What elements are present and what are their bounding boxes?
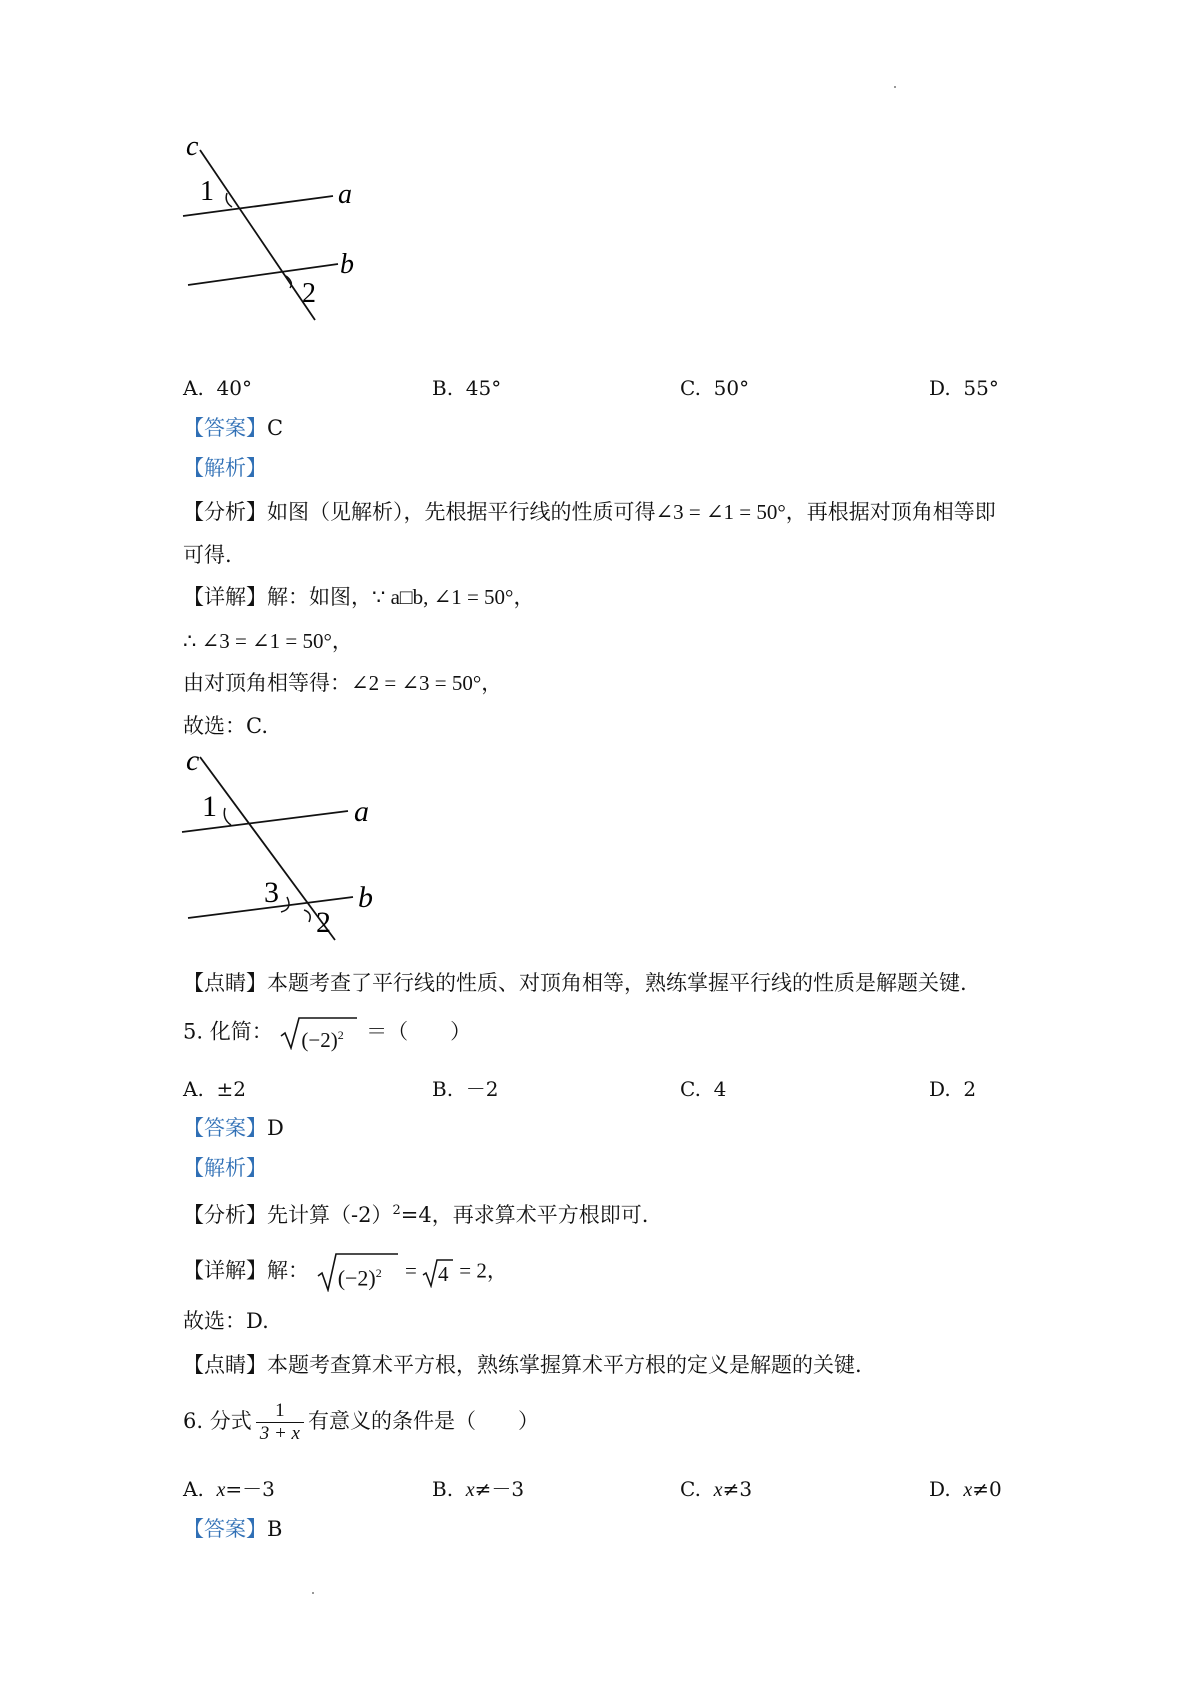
parallel-lines-figure-1 [170, 130, 390, 330]
radicand: (−2) [301, 1028, 338, 1052]
step1-text: ∴ ∠3 = ∠1 = 50°， [183, 629, 353, 653]
stem-text-1: 分式 [209, 1409, 252, 1433]
conclusion-text: 故选：D. [183, 1309, 269, 1333]
q4-fenxi-cont [183, 540, 232, 570]
q4-step1 [183, 626, 353, 656]
fenxi-tag: 【分析】 [183, 1203, 267, 1227]
option-text: ±2 [216, 1077, 247, 1101]
stem-text: 化简： [209, 1019, 273, 1044]
parallel-lines-figure-2 [170, 742, 400, 942]
option-var: x [963, 1479, 973, 1501]
question-number: 6. [183, 1409, 204, 1433]
label-c: c [186, 131, 199, 162]
option-letter: A. [183, 1077, 204, 1101]
fenxi-text-3: 可得. [183, 543, 232, 567]
xiangjie-end: ， [513, 585, 535, 609]
option-letter: B. [432, 1077, 454, 1101]
dianjing-text: 本题考查了平行线的性质、对顶角相等，熟练掌握平行线的性质是解题关键. [267, 971, 967, 995]
q4-option-b [432, 373, 501, 403]
option-var: x [713, 1479, 723, 1501]
option-text: －2 [465, 1077, 499, 1101]
equals: = [399, 1258, 423, 1283]
option-letter: C. [680, 376, 701, 400]
label-angle-1: 1 [202, 790, 217, 823]
label-angle-2: 2 [316, 906, 331, 939]
q6-stem [183, 1400, 539, 1445]
sqrt-expression [279, 1016, 359, 1050]
option-text: 45° [465, 376, 502, 400]
fenxi-text-2: ，再根据对顶角相等即 [785, 500, 996, 524]
scan-dot-top [894, 86, 896, 88]
q6-option-a [183, 1474, 275, 1505]
q5-option-c [680, 1074, 726, 1104]
q6-option-d [929, 1474, 1002, 1505]
dianjing-text: 本题考查算术平方根，熟练掌握算术平方根的定义是解题的关键. [267, 1353, 862, 1377]
fenxi-text-2: =4，再求算术平方根即可. [400, 1203, 649, 1227]
q5-stem [183, 1016, 471, 1050]
fraction [256, 1400, 304, 1445]
radicand-4: 4 [438, 1262, 449, 1287]
q5-option-d [929, 1074, 976, 1104]
exponent: 2 [375, 1266, 382, 1280]
option-letter: D. [929, 1077, 951, 1101]
option-text: ≠0 [972, 1477, 1002, 1501]
question-number: 5. [183, 1019, 204, 1044]
answer-value: D [267, 1116, 284, 1140]
q5-option-a [183, 1074, 246, 1104]
option-letter: B. [432, 376, 454, 400]
fraction-numerator: 1 [256, 1400, 304, 1423]
answer-value: C [267, 416, 284, 440]
dianjing-tag: 【点睛】 [183, 1353, 267, 1377]
jiexi-tag: 【解析】 [183, 456, 267, 480]
q4-fenxi [183, 497, 996, 527]
q6-option-b [432, 1474, 524, 1505]
q4-option-c [680, 373, 749, 403]
q5-option-b [432, 1074, 499, 1104]
sqrt-expression [316, 1252, 400, 1292]
xiangjie-text: 解： [267, 1258, 309, 1283]
option-text: 2 [963, 1077, 977, 1101]
option-text: 55° [963, 376, 999, 400]
option-letter: A. [183, 376, 204, 400]
q4-dianjing [183, 968, 967, 998]
option-letter: C. [680, 1477, 701, 1501]
conclusion-text: 故选：C. [183, 714, 268, 738]
label-b: b [340, 249, 354, 280]
option-letter: A. [183, 1477, 204, 1501]
option-letter: D. [929, 376, 951, 400]
q6-answer [183, 1514, 282, 1544]
fenxi-text-1: 先计算（-2） [267, 1203, 393, 1227]
fenxi-math: ∠3 = ∠1 = 50° [655, 500, 786, 524]
xiangjie-math: ∵ a□b, ∠1 = 50° [372, 585, 514, 609]
option-var: x [465, 1479, 475, 1501]
fenxi-sup: 2 [392, 1203, 401, 1218]
fenxi-tag: 【分析】 [183, 500, 267, 524]
label-angle-1: 1 [200, 176, 214, 207]
option-text: 40° [216, 376, 252, 400]
label-b: b [358, 881, 373, 914]
q4-option-d [929, 373, 999, 403]
option-text: 4 [713, 1077, 727, 1101]
q4-answer [183, 413, 283, 443]
q4-conclusion [183, 711, 268, 741]
label-angle-3: 3 [264, 876, 279, 909]
stem-text-2: 有意义的条件是（ ） [308, 1409, 539, 1433]
q4-jiexi [183, 453, 267, 483]
fenxi-text-1: 如图（见解析），先根据平行线的性质可得 [267, 500, 656, 524]
scan-dot-bottom [312, 1592, 314, 1594]
fraction-denominator: 3 + x [259, 1423, 300, 1444]
answer-value: B [267, 1517, 283, 1541]
radicand: (−2) [337, 1265, 376, 1291]
option-var: x [216, 1479, 226, 1501]
xiangjie-text: 解：如图， [267, 585, 372, 609]
option-text: ≠－3 [474, 1477, 525, 1501]
label-a: a [338, 179, 352, 210]
label-a: a [354, 795, 369, 828]
label-angle-2: 2 [302, 278, 316, 309]
q4-xiangjie [183, 582, 534, 612]
option-text: 50° [713, 376, 750, 400]
option-letter: B. [432, 1477, 454, 1501]
option-text: =－3 [225, 1477, 275, 1501]
sqrt-four [422, 1256, 454, 1288]
step2-math: ∠2 = ∠3 = 50° [351, 671, 482, 695]
xiangjie-tag: 【详解】 [183, 585, 267, 609]
q4-step2 [183, 668, 502, 698]
option-text: ≠3 [722, 1477, 753, 1501]
jiexi-tag: 【解析】 [183, 1156, 267, 1180]
q6-option-c [680, 1474, 752, 1505]
answer-tag: 【答案】 [183, 416, 267, 440]
q5-conclusion [183, 1306, 269, 1336]
q4-option-a [183, 373, 252, 403]
q5-answer [183, 1113, 284, 1143]
step2-end: ， [481, 671, 503, 695]
xiangjie-end: = 2， [454, 1258, 508, 1283]
dianjing-tag: 【点睛】 [183, 971, 267, 995]
label-c: c [186, 744, 200, 777]
q5-dianjing [183, 1350, 862, 1380]
answer-tag: 【答案】 [183, 1116, 267, 1140]
answer-tag: 【答案】 [183, 1517, 267, 1541]
exponent: 2 [337, 1028, 344, 1042]
xiangjie-tag: 【详解】 [183, 1258, 267, 1283]
step2-text: 由对顶角相等得： [183, 671, 351, 695]
option-letter: C. [680, 1077, 701, 1101]
stem-end: ＝（ ） [366, 1019, 472, 1044]
option-letter: D. [929, 1477, 951, 1501]
q5-fenxi [183, 1196, 648, 1230]
q5-xiangjie [183, 1252, 508, 1292]
q5-jiexi [183, 1153, 267, 1183]
